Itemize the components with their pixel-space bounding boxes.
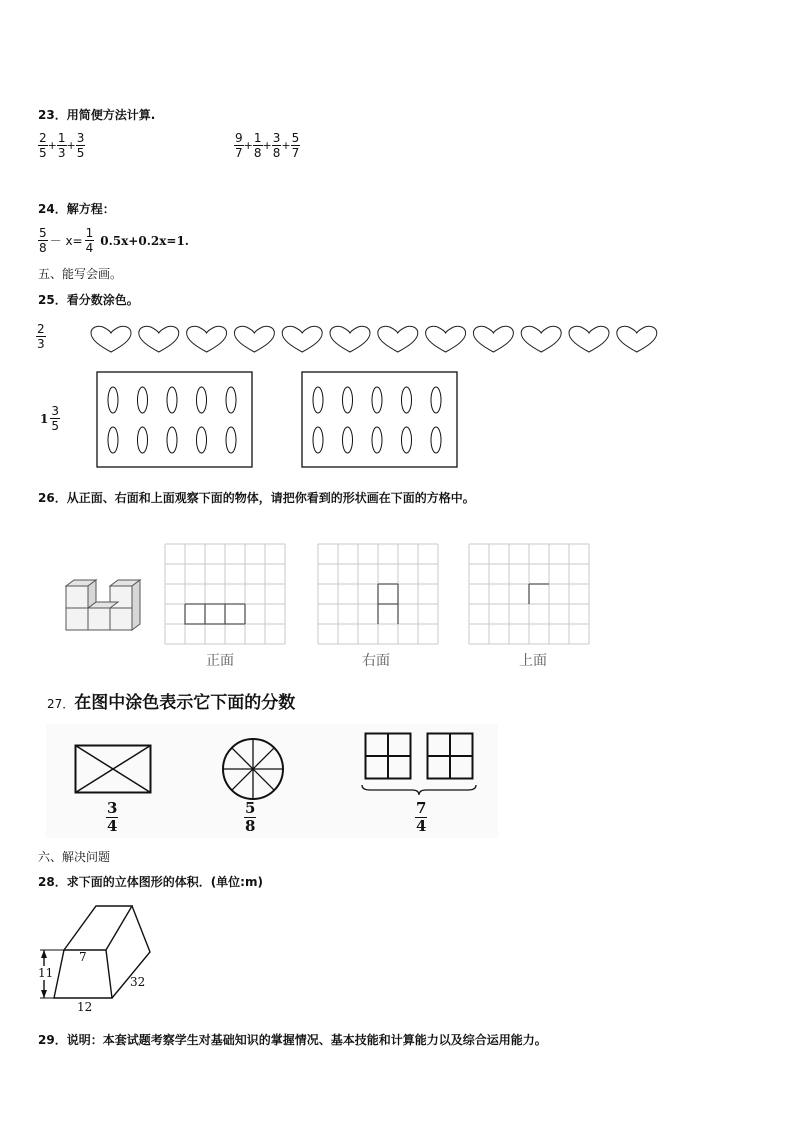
denominator: 8	[39, 241, 47, 255]
oval-shape	[343, 387, 353, 413]
oval-shape	[402, 427, 412, 453]
oval-shape	[372, 427, 382, 453]
q25-hearts-fraction	[36, 322, 46, 351]
denominator: 5	[76, 146, 85, 160]
denominator: 4	[85, 241, 94, 255]
q24-label: 24．解方程：	[38, 202, 115, 216]
oval-shape	[343, 427, 353, 453]
q23-label: 23．用简便方法计算.	[38, 108, 156, 122]
equation-middle: － x=	[49, 234, 83, 248]
q28-label: 28．求下面的立体图形的体积．(单位:m)	[38, 875, 263, 889]
grid-top-view	[468, 543, 591, 645]
oval-shape	[197, 387, 207, 413]
q23-expression-1	[38, 131, 85, 160]
square-four-parts-1	[364, 732, 412, 780]
numerator: 3	[76, 131, 85, 145]
circle-eight-parts	[220, 736, 286, 802]
denominator: 5	[39, 146, 47, 160]
grid-front-view	[164, 543, 287, 645]
numerator: 5	[39, 226, 47, 240]
numerator: 1	[85, 226, 94, 240]
oval-shape	[431, 427, 441, 453]
heart-shape	[91, 326, 131, 352]
oval-shape	[431, 387, 441, 413]
q29-label: 29．说明：本套试题考察学生对基础知识的掌握情况、基本技能和计算能力以及综合运用能力。	[38, 1033, 547, 1047]
q27-fraction-2	[244, 800, 256, 835]
plus-sign: +	[243, 139, 253, 152]
numerator: 2	[37, 322, 45, 336]
denominator: 8	[253, 146, 262, 160]
oval-shape	[402, 387, 412, 413]
box-border	[302, 372, 457, 467]
fraction	[272, 131, 282, 160]
denominator: 3	[57, 146, 66, 160]
dim-top: 7	[79, 950, 87, 964]
oval-shape	[167, 427, 177, 453]
numerator: 5	[291, 131, 300, 145]
numerator: 3	[107, 799, 118, 817]
fraction	[253, 131, 263, 160]
section-6-heading: 六、解决问题	[38, 850, 111, 864]
denominator: 4	[107, 817, 118, 835]
heart-shape	[569, 326, 609, 352]
q27-heading	[47, 688, 295, 713]
denominator: 3	[37, 337, 45, 351]
plus-sign: +	[281, 139, 291, 152]
oval-shape	[138, 427, 148, 453]
fraction	[38, 226, 48, 255]
q27-label: 在图中涂色表示它下面的分数	[74, 693, 296, 713]
oval-shape	[226, 387, 236, 413]
heart-shape	[473, 326, 513, 352]
denominator: 8	[245, 817, 256, 835]
numerator: 1	[57, 131, 66, 145]
q27-number: 27．	[47, 697, 75, 711]
caption-top: 上面	[519, 653, 547, 669]
fraction	[85, 226, 95, 255]
oval-shape	[108, 427, 118, 453]
caption-right: 右面	[362, 653, 390, 669]
numerator: 9	[235, 131, 243, 145]
denominator: 5	[51, 419, 59, 433]
square-four-parts-2	[426, 732, 474, 780]
heart-shape	[521, 326, 561, 352]
fraction	[76, 131, 86, 160]
oval-shape	[313, 387, 323, 413]
q25-mixed-number	[40, 404, 60, 433]
dim-height: 11	[38, 966, 54, 980]
q27-fraction-3	[415, 800, 427, 835]
denominator: 7	[235, 146, 243, 160]
fraction	[234, 131, 244, 160]
q27-fraction-1	[106, 800, 118, 835]
heart-shape	[187, 326, 227, 352]
oval-shape	[226, 427, 236, 453]
oval-box-2	[301, 371, 461, 469]
fraction	[291, 131, 301, 160]
dim-bottom: 12	[77, 1000, 93, 1014]
oval-shape	[167, 387, 177, 413]
denominator: 4	[416, 817, 427, 835]
box-border	[97, 372, 252, 467]
denominator: 8	[272, 146, 281, 160]
fraction	[57, 131, 67, 160]
heart-shape	[234, 326, 274, 352]
fraction	[38, 131, 48, 160]
oval-shape	[108, 387, 118, 413]
numerator: 7	[416, 799, 427, 817]
hearts-row	[88, 324, 668, 354]
mixed-whole: 1	[40, 411, 49, 426]
oval-shape	[138, 387, 148, 413]
brace	[360, 783, 478, 797]
denominator: 7	[291, 146, 300, 160]
plus-sign: +	[47, 139, 57, 152]
heart-shape	[330, 326, 370, 352]
numerator: 5	[245, 799, 256, 817]
heart-shape	[426, 326, 466, 352]
oval-shape	[197, 427, 207, 453]
heart-shape	[139, 326, 179, 352]
oval-shape	[372, 387, 382, 413]
oval-box-1	[96, 371, 256, 469]
heart-shape	[617, 326, 657, 352]
q24-equation-1	[38, 226, 189, 255]
sample-outline	[185, 604, 245, 624]
numerator: 3	[51, 404, 59, 418]
heart-shape	[282, 326, 322, 352]
q25-label: 25．看分数涂色。	[38, 293, 139, 307]
plus-sign: +	[262, 139, 272, 152]
rectangle-with-diagonals	[74, 744, 152, 794]
prism-figure	[34, 900, 164, 1020]
grid-right-view	[317, 543, 440, 645]
cube-object-figure	[64, 578, 144, 634]
plus-sign: +	[66, 139, 76, 152]
heart-shape	[378, 326, 418, 352]
q23-expression-2	[234, 131, 300, 160]
numerator: 2	[39, 131, 47, 145]
oval-shape	[313, 427, 323, 453]
caption-front: 正面	[206, 653, 234, 669]
dim-length: 32	[130, 975, 146, 989]
q26-label: 26．从正面、右面和上面观察下面的物体，请把你看到的形状画在下面的方格中。	[38, 491, 475, 505]
section-5-heading: 五、能写会画。	[38, 267, 123, 281]
q24-equation-2: 0.5x+0.2x=1.	[100, 233, 189, 248]
numerator: 3	[272, 131, 281, 145]
numerator: 1	[253, 131, 262, 145]
